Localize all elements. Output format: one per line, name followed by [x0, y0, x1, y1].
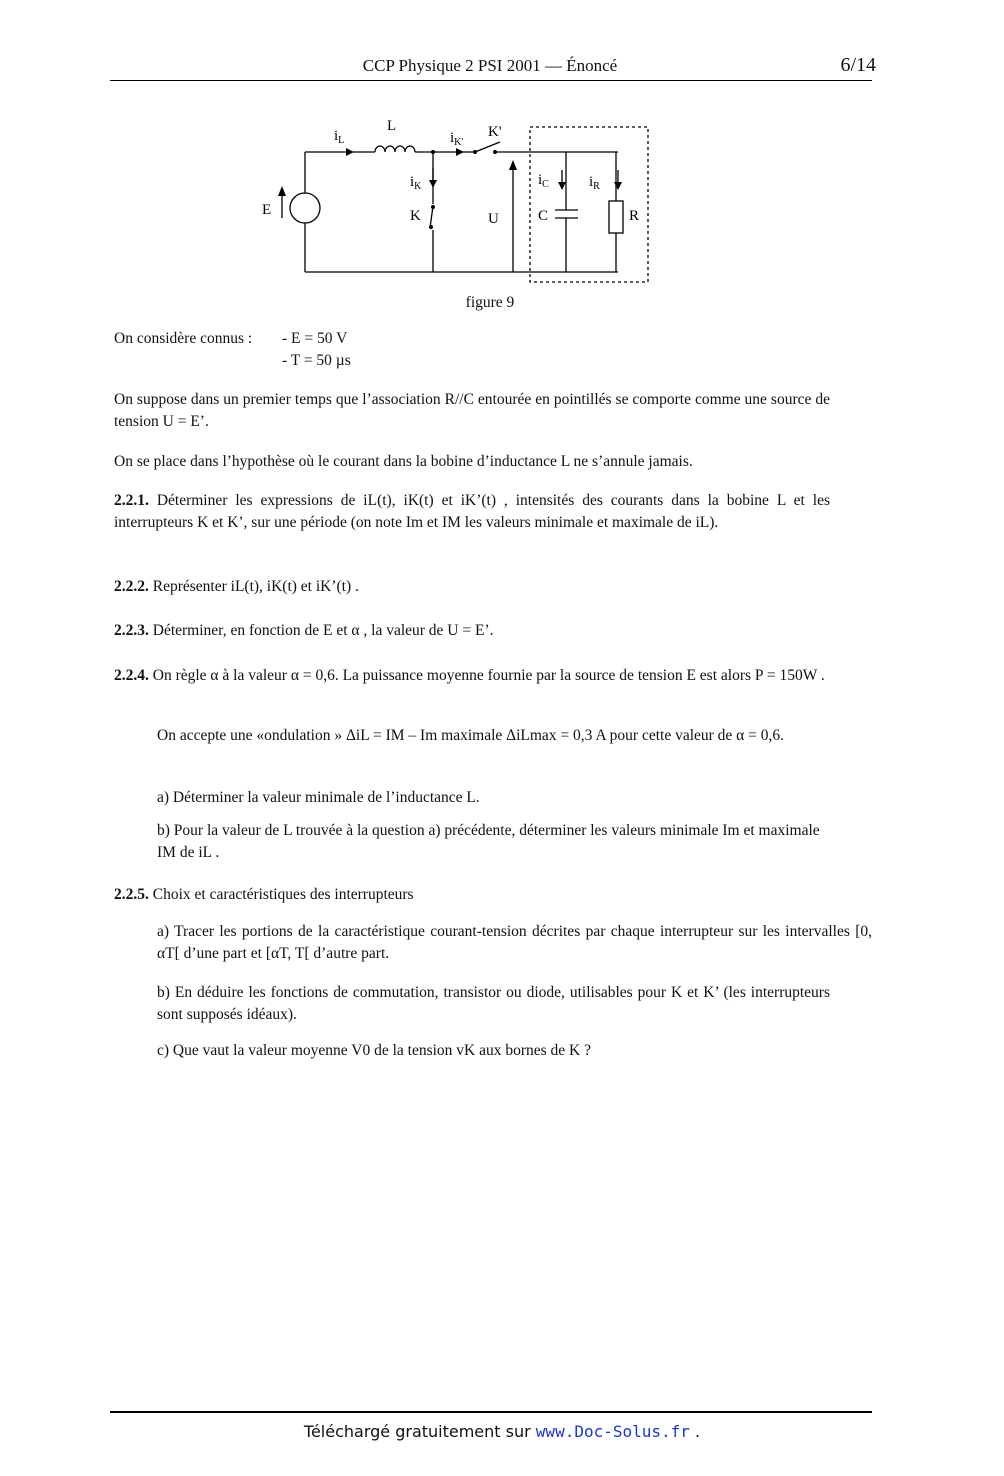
known-intro: On considère connus : — [114, 330, 253, 347]
question-2-2-4: 2.2.4. On règle α à la valeur α = 0,6. La puissance moyenne fournie par la source de tension E est alors P = 150W . — [114, 667, 825, 684]
question-2-2-5: 2.2.5. Choix et caractéristiques des interrupteurs — [114, 886, 414, 903]
question-2-2-4-b: b) Pour la valeur de L trouvée à la question a) précédente, déterminer les valeurs minimale Im et maximale IM de iL . — [157, 822, 820, 861]
label-iL: $i_L$ — [334, 128, 345, 146]
rc-dashed-box — [530, 127, 648, 282]
figure-caption: figure 9 — [465, 294, 515, 311]
footer-rule — [110, 1411, 872, 1413]
paragraph-hypothesis: On se place dans l’hypothèse où le courant dans la bobine d’inductance L ne s’annule jamais. — [114, 453, 693, 470]
question-2-2-5-c: c) Que vaut la valeur moyenne V0 de la tension vK aux bornes de K ? — [157, 1042, 592, 1059]
paragraph-assumption: On suppose dans un premier temps que l’association R//C entourée en pointillés se comporte comme une source de tension U = E’. — [114, 391, 830, 430]
known-E: - E = 50 V — [282, 330, 348, 347]
resistor-R — [609, 201, 623, 233]
label-Kp: K' — [488, 124, 502, 140]
footer-text: Téléchargé gratuitement sur — [303, 1422, 531, 1441]
question-2-2-5-b: b) En déduire les fonctions de commutation, transistor ou diode, utilisables pour K et K’ (les interrupteurs sont supposés idéaux). — [157, 984, 830, 1023]
question-2-2-5-a: a) Tracer les portions de la caractéristique courant-tension décrites par chaque interrupteur sur les intervalles [0, αT[ d’une part et [αT, T[ d’autre part. — [157, 923, 872, 962]
label-C: C — [538, 208, 549, 224]
question-2-2-1: 2.2.1. Déterminer les expressions de iL(t), iK(t) et iK’(t) , intensités des courants dans la bobine L et les interrupteurs K et K’, sur une période (on note Im et IM les valeurs minimale et maximale de iL). — [114, 492, 830, 531]
question-2-2-3: 2.2.3. Déterminer, en fonction de E et α , la valeur de U = E’. — [114, 622, 494, 639]
footer-end: . — [689, 1422, 701, 1441]
circuit-diagram — [250, 112, 670, 297]
page-number: 6/14 — [840, 54, 876, 76]
label-L: L — [387, 118, 397, 134]
label-K: K — [410, 208, 421, 224]
question-2-2-4-ripple: On accepte une «ondulation » ΔiL = IM – Im maximale ΔiLmax = 0,3 A pour cette valeur de α = 0,6. — [157, 727, 785, 744]
label-iKp: $i_{K'}$ — [450, 130, 464, 148]
label-R: R — [629, 208, 640, 224]
label-iR: $i_R$ — [589, 174, 600, 192]
running-header-title: CCP Physique 2 PSI 2001 — Énoncé — [362, 56, 618, 75]
label-iC: $i_C$ — [538, 172, 549, 190]
known-T: - T = 50 µs — [282, 352, 351, 369]
question-2-2-4-a: a) Déterminer la valeur minimale de l’inductance L. — [157, 789, 480, 806]
question-2-2-2: 2.2.2. Représenter iL(t), iK(t) et iK’(t) . — [114, 578, 359, 595]
footer-link[interactable]: www.Doc-Solus.fr — [535, 1422, 690, 1441]
footer — [0, 1422, 1004, 1441]
label-E: E — [262, 202, 272, 218]
label-U: U — [488, 211, 499, 227]
question-number: 2.2.1. — [114, 492, 149, 509]
header-rule — [110, 80, 872, 81]
inductor-L — [375, 146, 415, 152]
label-iK: $i_K$ — [410, 174, 422, 192]
voltage-source-E — [290, 193, 320, 223]
